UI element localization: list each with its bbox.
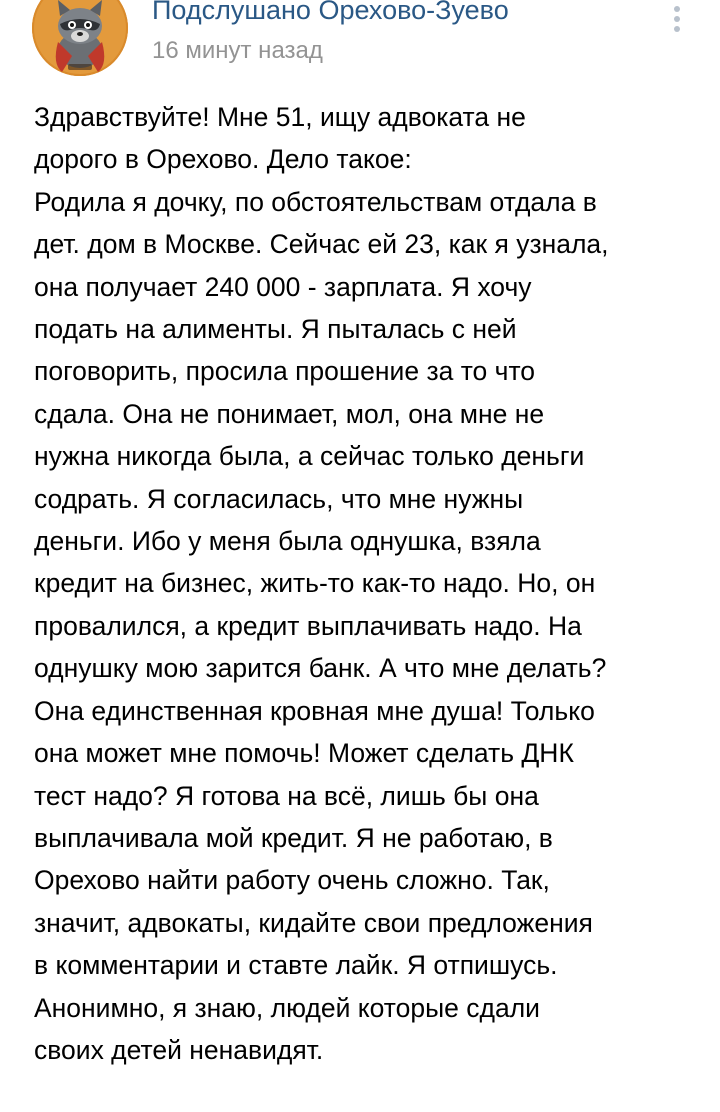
post-text-line: значит, адвокаты, кидайте свои предложения [34,907,593,938]
post-text-line: провалился, а кредит выплачивать надо. На [34,610,582,641]
post-text-line: тест надо? Я готова на всё, лишь бы она [34,780,539,811]
group-name-link[interactable]: Подслушано Орехово-Зуево [152,0,509,25]
post-body-text [34,96,704,1071]
post-text-line: нужна никогда была, а сейчас только деньги [34,441,585,472]
post-text-line: Родила я дочку, по обстоятельствам отдала в [34,186,597,217]
post-text-line: в комментарии и ставте лайк. Я отпишусь. [34,950,558,981]
post-text-line: Орехово найти работу очень сложно. Так, [34,865,550,896]
post-text-line: кредит на бизнес, жить-то как-то надо. Но, он [34,568,596,599]
post-text-line: подать на алименты. Я пыталась с ней [34,314,517,345]
post-text-line: она может мне помочь! Может сделать ДНК [34,738,574,769]
post-text-line: поговорить, просила прошение за то что [34,356,536,387]
post-text-line: сдала. Она не понимает, мол, она мне не [34,398,545,429]
post-text-line: дет. дом в Москве. Сейчас ей 23, как я узнала, [34,229,609,260]
post-text-line: своих детей ненавидят. [34,1034,324,1065]
post-text-line: Анонимно, я знаю, людей которые сдали [34,992,540,1023]
post-text-line: Здравствуйте! Мне 51, ищу адвоката не [34,102,526,132]
post-text-line: Она единственная кровная мне душа! Только [34,695,595,726]
raccoon-mascot-image [32,0,128,76]
post-text-line: она получает 240 000 - зарплата. Я хочу [34,271,532,302]
post-text-line: выплачивала мой кредит. Я не работаю, в [34,822,553,853]
post-header [0,0,720,86]
post-text-line: однушку мою зарится банк. А что мне делать? [34,653,607,684]
post-text-line: деньги. Ибо у меня была однушка, взяла [34,526,541,557]
post-text-line: дорого в Орехово. Дело такое: [34,144,412,175]
post-text-line: содрать. Я согласилась, что мне нужны [34,483,524,514]
post-timestamp: 16 минут назад [152,37,323,64]
group-avatar[interactable] [32,0,128,76]
more-vertical-icon[interactable] [664,2,690,30]
